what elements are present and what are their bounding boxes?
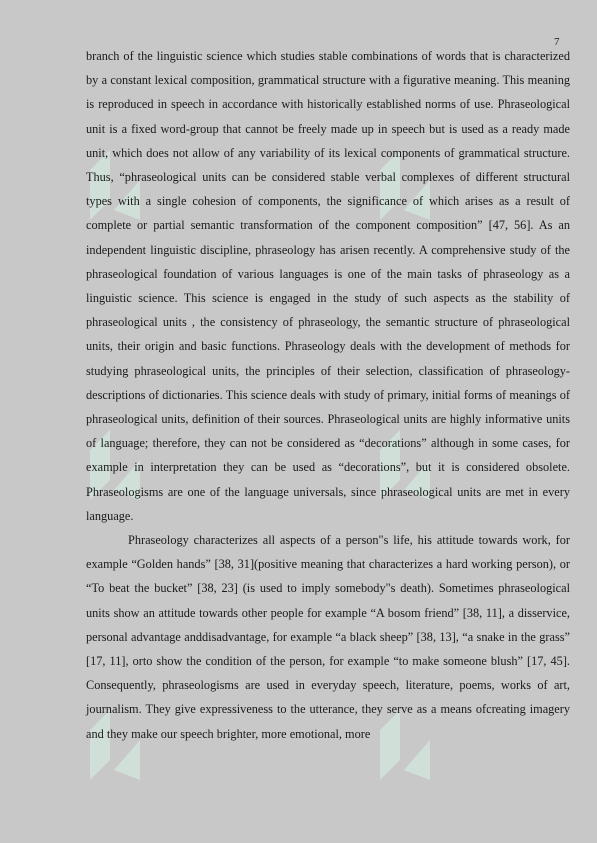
page-number: 7: [554, 36, 560, 48]
paragraph: Phraseology characterizes all aspects of a person"s life, his attitude towards work, for example “Golden hands” [38, 31](positive meaning that characterizes a hard working person), or “To beat the bucket” [38, 23] (is used to imply somebody"s death). Sometimes phraseological units show an attitude towards other people for example “A bosom friend” [38, 11], a disservice, personal advantage anddisadvantage, for example “a black sheep” [38, 13], “a snake in the grass” [17, 11], orto show the condition of the person, for example “to make someone blush” [17, 45]. Consequently, phraseologisms are used in everyday speech, literature, poems, works of art, journalism. They give expressiveness to the utterance, they serve as a means ofcreating imagery and they make our speech brighter, more emotional, more: [86, 533, 570, 741]
document-body: [86, 44, 570, 746]
paragraph: branch of the linguistic science which studies stable combinations of words that is characterized by a constant lexical composition, grammatical structure with a figurative meaning. This meaning is reproduced in speech in accordance with historically established norms of use. Phraseological unit is a fixed word-group that cannot be freely made up in speech but is used as a ready made unit, which does not allow of any variability of its lexical components of grammatical structure. Thus, “phraseological units can be considered stable verbal complexes of different structural types with a single cohesion of components, the significance of which arises as a result of complete or partial semantic transformation of the component composition” [47, 56]. As an independent linguistic discipline, phraseology has arisen recently. A comprehensive study of the phraseological foundation of various languages is one of the main tasks of phraseology as a linguistic science. This science is engaged in the study of such aspects as the stability of phraseological units , the consistency of phraseology, the semantic structure of phraseological units, their origin and basic functions. Phraseology deals with the development of methods for studying phraseological units, the principles of their selection, classification of phraseology-descriptions of dictionaries. This science deals with study of primary, initial forms of meanings of phraseological units, definition of their sources. Phraseological units are highly informative units of language; therefore, they can not be considered as “decorations” although in some cases, for example in interpretation they can be used as “decorations”, but it is considered obsolete. Phraseologisms are one of the language universals, since phraseological units are met in every language.: [86, 49, 570, 523]
